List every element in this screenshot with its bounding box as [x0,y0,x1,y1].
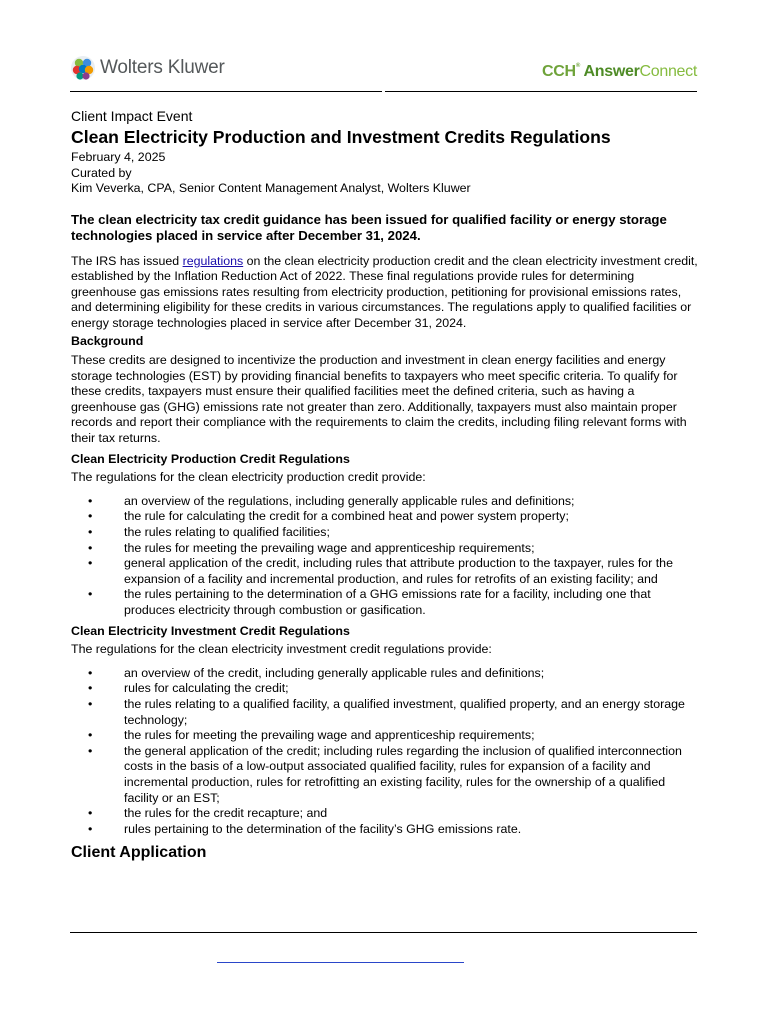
list-item: • rules pertaining to the determination of the facility’s GHG emissions rate. [71,822,698,838]
investment-credit-intro: The regulations for the clean electricity investment credit regulations provide: [71,642,492,657]
intro-paragraph [71,254,698,332]
production-credit-intro: The regulations for the clean electricity production credit provide: [71,470,426,485]
wolters-kluwer-wordmark: Wolters Kluwer [100,57,225,78]
curated-by-label: Curated by [71,165,132,180]
production-credit-heading: Clean Electricity Production Credit Regulations [71,451,350,466]
list-item: • an overview of the regulations, including generally applicable rules and definitions; [71,494,698,510]
publication-date: February 4, 2025 [71,150,166,164]
intro-text-end: on the clean electricity production credit and the clean electricity investment credit, established by the Inflation Reduction Act of 2022. These final regulations provide rules for determining greenhouse gas emissions rates resulting from electricity production, petitioning for provisional emissions rates, and determining eligibility for these credits in various circumstances. The regulations apply to qualified facilities or energy storage technologies placed in service after December 31, 2024. [71,253,698,330]
page-header [70,52,697,92]
answer-wordmark: Answer [583,63,640,80]
list-item: • the rules pertaining to the determination of a GHG emissions rate for a facility, including one that produces electricity through combustion or gasification. [71,587,698,618]
list-item: • the general application of the credit; including rules regarding the inclusion of qualified interconnection costs in the basis of a low-output associated qualified facility, rules for expansion of a facility and incremental production, rules for retrofitting an existing facility, rules for the ownership of a qualified facility or an EST; [71,744,698,806]
document-body [71,108,698,863]
list-item: • the rules for the credit recapture; and [71,806,698,822]
background-heading: Background [71,334,144,349]
list-item: • the rules for meeting the prevailing wage and apprenticeship requirements; [71,728,698,744]
document-title: Clean Electricity Production and Investment Credits Regulations [71,127,611,147]
wolters-kluwer-logo [70,55,225,81]
cch-wordmark: CCH [542,63,576,80]
list-item: • the rules relating to a qualified facility, a qualified investment, qualified property, and an energy storage technology; [71,697,698,728]
investment-credit-list [71,666,698,838]
cch-registered-mark: ® [575,63,580,69]
client-application-heading: Client Application [71,844,207,862]
intro-text-start: The IRS has issued [71,253,183,268]
connect-wordmark: Connect [639,63,697,80]
list-item: • general application of the credit, including rules that attribute production to the taxpayer, rules for the expansion of a facility and incremental production, and rules for retrofits of an existing facility; and [71,556,698,587]
investment-credit-heading: Clean Electricity Investment Credit Regulations [71,623,350,638]
document-meta [71,150,698,197]
header-rule-right [385,91,697,92]
background-paragraph: These credits are designed to incentivize the production and investment in clean energy facilities and energy storage technologies (EST) by providing financial benefits to taxpayers who meet specific criteria. To qualify for these credits, taxpayers must ensure their qualified facilities meet the defined criteria, such as having a greenhouse gas (GHG) emissions rate not greater than zero. Additionally, taxpayers must also maintain proper records and report their compliance with the requirements to claim the credits, including filing relevant forms with their tax returns. [71,353,687,446]
cch-answerconnect-logo [542,63,697,81]
footer-rule [70,932,697,933]
header-rule-left [70,91,382,92]
curator-name: Kim Veverka, CPA, Senior Content Management Analyst, Wolters Kluwer [71,181,471,195]
production-credit-list [71,494,698,619]
lead-summary: The clean electricity tax credit guidance has been issued for qualified facility or energy storage technologies placed in service after December 31, 2024. [71,211,667,243]
list-item: • the rules relating to qualified facilities; [71,525,698,541]
footnote-link-underline[interactable] [217,962,464,963]
regulations-link[interactable]: regulations [182,253,244,268]
wolters-kluwer-globe-icon [70,55,96,81]
list-item: • the rule for calculating the credit for a combined heat and power system property; [71,509,698,525]
list-item: • the rules for meeting the prevailing wage and apprenticeship requirements; [71,541,698,557]
list-item: • an overview of the credit, including generally applicable rules and definitions; [71,666,698,682]
list-item: • rules for calculating the credit; [71,681,698,697]
event-type-label: Client Impact Event [71,108,193,124]
